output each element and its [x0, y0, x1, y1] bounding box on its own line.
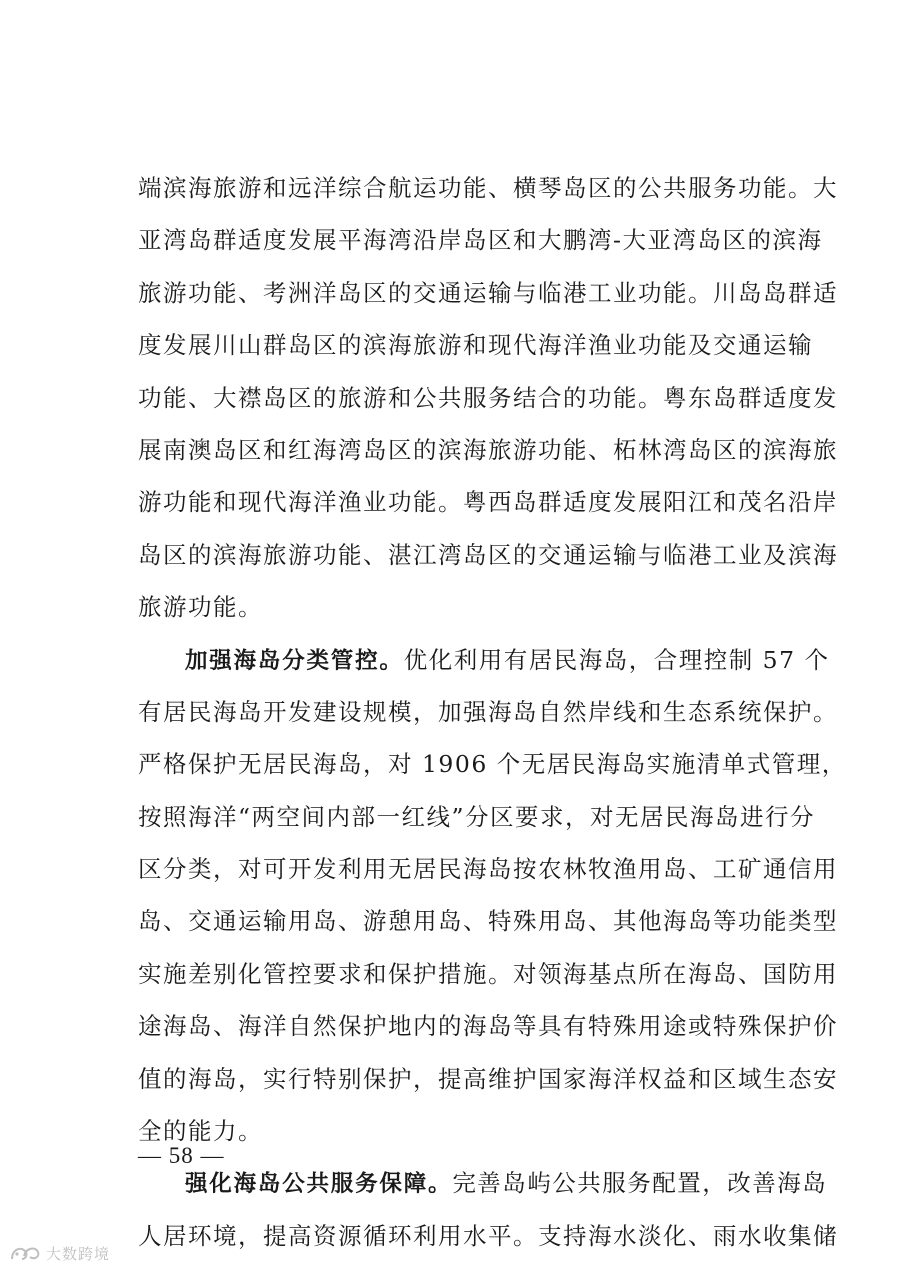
text-line: 度发展川山群岛区的滨海旅游和现代海洋渔业功能及交通运输	[138, 331, 813, 360]
text-line: 岛、交通运输用岛、游憩用岛、特殊用岛、其他海岛等功能类型	[138, 907, 838, 936]
text-run: 优化利用有居民海岛，合理控制 57 个	[403, 645, 830, 674]
text-line: 有居民海岛开发建设规模，加强海岛自然岸线和生态系统保护。	[138, 697, 838, 726]
text-line: 功能、大襟岛区的旅游和公共服务结合的功能。粤东岛群适度发	[138, 383, 838, 412]
text-line: 人居环境，提高资源循环利用水平。支持海水淡化、雨水收集储	[138, 1221, 838, 1250]
text-line: 展南澳岛区和红海湾岛区的滨海旅游功能、柘林湾岛区的滨海旅	[138, 435, 838, 464]
watermark-text: 大数跨境	[46, 1244, 111, 1263]
page-number: — 58 —	[138, 1143, 225, 1168]
text-line: 游功能和现代海洋渔业功能。粤西岛群适度发展阳江和茂名沿岸	[138, 488, 838, 517]
text-line: 途海岛、海洋自然保护地内的海岛等具有特殊用途或特殊保护价	[138, 1012, 838, 1041]
text-line: 旅游功能、考洲洋岛区的交通运输与临港工业功能。川岛岛群适	[138, 278, 838, 307]
section-heading: 强化海岛公共服务保障。	[185, 1171, 453, 1198]
text-line: 严格保护无居民海岛，对 1906 个无居民海岛实施清单式管理，	[138, 750, 847, 779]
body-text	[138, 162, 847, 1262]
watermark	[8, 1240, 110, 1266]
text-line: 岛区的滨海旅游功能、湛江湾岛区的交通运输与临港工业及滨海	[138, 540, 838, 569]
text-line: 全的能力。	[138, 1117, 263, 1146]
text-line: 亚湾岛群适度发展平海湾沿岸岛区和大鹏湾-大亚湾岛区的滨海	[138, 226, 823, 255]
section-heading: 加强海岛分类管控。	[185, 647, 404, 674]
text-line: 实施差别化管控要求和保护措施。对领海基点所在海岛、国防用	[138, 959, 838, 988]
paragraph-start-line	[138, 1157, 828, 1209]
paragraph-start-line	[138, 634, 830, 686]
text-line: 值的海岛，实行特别保护，提高维护国家海洋权益和区域生态安	[138, 1064, 838, 1093]
text-line: 端滨海旅游和远洋综合航运功能、横琴岛区的公共服务功能。大	[138, 174, 838, 202]
text-line: 区分类，对可开发利用无居民海岛按农林牧渔用岛、工矿通信用	[138, 855, 838, 884]
text-line: 旅游功能。	[138, 593, 263, 622]
brand-logo-icon	[8, 1242, 42, 1264]
text-line: 按照海洋“两空间内部一红线”分区要求，对无居民海岛进行分	[138, 802, 816, 831]
text-run: 完善岛屿公共服务配置，改善海岛	[452, 1169, 828, 1198]
